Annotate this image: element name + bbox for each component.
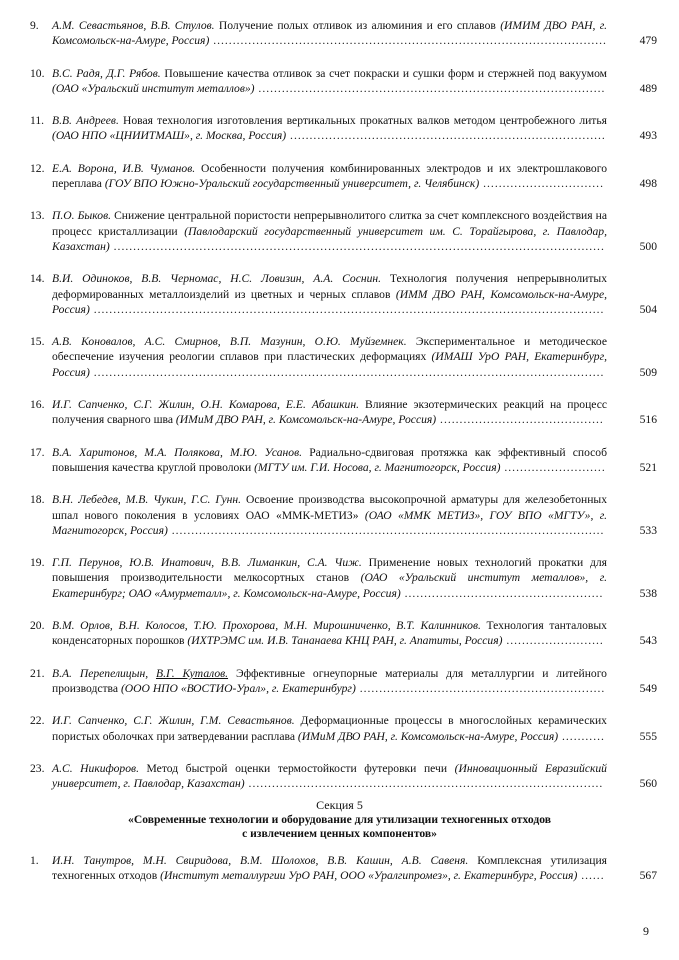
entry-authors: И.Г. Сапченко, С.Г. Жилин, О.Н. Комарова, Е.Е. Абашкин. bbox=[52, 398, 359, 412]
entry-authors: В.А. Перепелицын, bbox=[52, 666, 156, 680]
toc-entry bbox=[0, 853, 679, 884]
entry-text bbox=[52, 853, 607, 884]
dot-leader: .......................................... bbox=[436, 413, 604, 427]
entry-title: Снижение центральной пористости непрерывнолитого слитка за счет комплексного воздействия на процесс кристаллизации bbox=[52, 209, 607, 238]
toc-entry bbox=[0, 66, 679, 97]
entry-affiliation: (ИМАШ УрО РАН, Екатеринбург, Россия) bbox=[52, 350, 607, 379]
entry-authors: В.В. Андреев. bbox=[52, 114, 119, 128]
entry-authors: В.С. Радя, Д.Г. Рябов. bbox=[52, 66, 161, 80]
entry-number: 1. bbox=[30, 854, 39, 867]
entry-text bbox=[52, 66, 607, 97]
table-of-contents bbox=[0, 18, 679, 808]
entry-number: 20. bbox=[30, 619, 45, 633]
entry-page-number: 489 bbox=[639, 81, 657, 95]
entry-title: Повышение качества отливок за счет покраски и сушки форм и стержней под вакуумом bbox=[164, 66, 607, 80]
entry-page-number: 516 bbox=[639, 413, 657, 427]
entry-authors: В.И. Одиноков, В.В. Черномас, Н.С. Ловизин, А.А. Соснин. bbox=[52, 272, 382, 286]
entry-number: 17. bbox=[30, 445, 45, 459]
entry-page-number: 504 bbox=[639, 302, 657, 316]
entry-text bbox=[52, 445, 607, 476]
toc-entry bbox=[0, 18, 679, 49]
entry-affiliation: (ИММ ДВО РАН, Комсомольск-на-Амуре, Россия) bbox=[52, 287, 607, 316]
entry-page-number: 498 bbox=[639, 177, 657, 191]
entry-title: Получение полых отливок из алюминия и его сплавов bbox=[218, 19, 496, 32]
toc-entry bbox=[0, 271, 679, 317]
entry-authors: П.О. Быков. bbox=[52, 209, 111, 223]
entry-text bbox=[52, 618, 607, 649]
entry-page-number: 543 bbox=[639, 634, 657, 648]
entry-authors: Г.П. Перунов, Ю.В. Инатович, В.В. Лиманкин, С.А. Чиж. bbox=[52, 556, 362, 570]
entry-page-number: 560 bbox=[639, 777, 657, 791]
toc-entry bbox=[0, 397, 679, 428]
dot-leader: ...... bbox=[577, 869, 605, 883]
entry-affiliation: (ГОУ ВПО Южно-Уральский государственный университет, г. Челябинск) bbox=[104, 177, 480, 191]
entry-page-number: 555 bbox=[639, 729, 657, 743]
entry-page-number: 549 bbox=[639, 681, 657, 695]
entry-affiliation: (ИМиМ ДВО РАН, г. Комсомольск-на-Амуре, Россия) bbox=[175, 413, 437, 427]
entry-number: 22. bbox=[30, 714, 45, 728]
entry-page-number: 509 bbox=[639, 365, 657, 379]
dot-leader: ............................................................... bbox=[355, 681, 606, 695]
entry-authors: И.Н. Танутров, М.Н. Свиридова, В.М. Шолохов, В.В. Кашин, А.В. Савеня. bbox=[52, 854, 469, 867]
entry-number: 11. bbox=[30, 114, 45, 128]
entry-text bbox=[52, 113, 607, 144]
entry-authors: В.М. Орлов, В.Н. Колосов, Т.Ю. Прохорова, М.Н. Мирошниченко, В.Т. Калинников. bbox=[52, 619, 481, 633]
toc-entry bbox=[0, 445, 679, 476]
entry-affiliation: (Павлодарский государственный университет им. С. Торайгырова, г. Павлодар, Казахстан) bbox=[52, 224, 607, 253]
dot-leader: .............................................................................................................................. bbox=[109, 239, 605, 253]
dot-leader: ............................... bbox=[479, 177, 604, 191]
entry-affiliation: (ИХТРЭМС им. И.В. Тананаева КНЦ РАН, г. Апатиты, Россия) bbox=[187, 634, 503, 648]
entry-affiliation: (ООО НПО «ВОСТИО-Урал», г. Екатеринбург) bbox=[120, 681, 356, 695]
entry-text bbox=[52, 555, 607, 601]
entry-title: Экспериментальное и методическое обеспечение изучения реологии сплавов при пластических деформациях bbox=[52, 335, 607, 364]
entry-number: 18. bbox=[30, 493, 45, 507]
entry-title: Деформационные процессы в многослойных керамических пористых оболочках при затвердевании расплава bbox=[52, 714, 607, 743]
entry-number: 14. bbox=[30, 272, 45, 286]
entry-page-number: 493 bbox=[639, 129, 657, 143]
entry-title: Применение новых технологий прокатки для повышения производительности мелкосортных станов bbox=[52, 556, 608, 585]
dot-leader: ................................................................................. bbox=[286, 129, 606, 143]
entry-number: 16. bbox=[30, 398, 45, 412]
section-heading bbox=[0, 798, 679, 842]
entry-text bbox=[52, 208, 607, 254]
entry-affiliation: (ИМИМ ДВО РАН, г. Комсомольск-на-Амуре, Россия) bbox=[52, 19, 608, 48]
entry-affiliation: (ОАО «Уральский институт металлов», г. Екатеринбург; ОАО «Амурметалл», г. Комсомольск-на-Амуре, Россия) bbox=[52, 571, 607, 600]
entry-affiliation: (ОАО «Уральский институт металлов») bbox=[52, 81, 255, 95]
dot-leader: ......................................................................................... bbox=[254, 81, 606, 95]
entry-authors: А.М. Севастьянов, В.В. Стулов. bbox=[52, 19, 215, 32]
entry-affiliation: (Инновационный Евразийский университет, г. Павлодар, Казахстан) bbox=[52, 761, 607, 791]
entry-number: 13. bbox=[30, 209, 45, 223]
entry-number: 15. bbox=[30, 335, 45, 349]
entry-text bbox=[52, 666, 607, 697]
entry-page-number: 567 bbox=[639, 869, 657, 883]
dot-leader: ......................... bbox=[502, 634, 604, 648]
entry-number: 21. bbox=[30, 666, 45, 680]
entry-authors: Е.А. Ворона, И.В. Чуманов. bbox=[52, 161, 196, 175]
toc-entry bbox=[0, 113, 679, 144]
entry-authors: И.Г. Сапченко, С.Г. Жилин, Г.М. Севастьянов. bbox=[52, 714, 295, 728]
entry-page-number: 521 bbox=[639, 460, 657, 474]
entry-affiliation: (ИМиМ ДВО РАН, г. Комсомольск-на-Амуре, Россия) bbox=[297, 729, 559, 743]
entry-text bbox=[52, 492, 607, 538]
entry-title: Технология получения непрерывнолитых деформированных металлоизделий из цветных и черных сплавов bbox=[52, 272, 607, 301]
dot-leader: .......................... bbox=[500, 460, 606, 474]
entry-number: 9. bbox=[30, 19, 39, 32]
section-number: Секция 5 bbox=[316, 798, 363, 812]
entry-authors: В.Н. Лебедев, М.В. Чукин, Г.С. Гунн. bbox=[52, 493, 242, 507]
toc-entry bbox=[0, 334, 679, 380]
entry-text bbox=[52, 713, 607, 744]
entry-title: Особенности получения комбинированных электродов и их электрошлакового переплава bbox=[52, 161, 607, 191]
entry-authors: А.С. Никифоров. bbox=[52, 761, 139, 775]
entry-number: 10. bbox=[30, 66, 45, 80]
entry-title: Метод быстрой оценки термостойкости футеровки печи bbox=[146, 761, 448, 775]
section-title-line2: с извлечением ценных компонентов» bbox=[242, 827, 437, 840]
entry-title: Технология танталовых конденсаторных порошков bbox=[52, 619, 607, 648]
entry-text bbox=[52, 271, 607, 317]
dot-leader: ................................................................................................................................... bbox=[89, 302, 605, 316]
entry-page-number: 479 bbox=[639, 34, 657, 48]
entry-authors: В.А. Харитонов, М.А. Полякова, М.Ю. Усанов. bbox=[52, 445, 303, 459]
entry-affiliation: (МГТУ им. Г.И. Носова, г. Магнитогорск, Россия) bbox=[254, 460, 501, 474]
entry-title: Радиально-сдвиговая протяжка как эффективный способ повышения качества круглой проволоки bbox=[52, 445, 607, 474]
entry-title: Эффективные огнеупорные материалы для металлургии и литейного производства bbox=[52, 666, 607, 695]
page-number: 9 bbox=[643, 924, 649, 938]
entry-title: Освоение производства высокопрочной арматуры для железобетонных шпал нового поколения в условиях ОАО «ММК-МЕТИЗ» bbox=[52, 493, 608, 522]
dot-leader: ................................................................................................................................... bbox=[89, 365, 605, 379]
entry-number: 19. bbox=[30, 556, 45, 570]
dot-leader: ................................................... bbox=[400, 586, 604, 600]
entry-text bbox=[52, 334, 607, 380]
entry-page-number: 500 bbox=[639, 239, 657, 253]
entry-page-number: 538 bbox=[639, 586, 657, 600]
toc-entry bbox=[0, 208, 679, 254]
entry-authors-underlined: В.Г. Куталов. bbox=[155, 666, 229, 680]
entry-title: Комплексная утилизация техногенных отходов bbox=[52, 854, 608, 883]
entry-authors: А.В. Коновалов, А.С. Смирнов, В.П. Мазунин, О.Ю. Муйземнек. bbox=[52, 335, 407, 349]
toc-entry bbox=[0, 492, 679, 538]
entry-number: 12. bbox=[30, 161, 45, 175]
entry-text bbox=[52, 761, 607, 792]
entry-title: Влияние экзотермических реакций на процесс получения сварного шва bbox=[52, 398, 608, 427]
entry-affiliation: (ОАО «ММК МЕТИЗ», ГОУ ВПО «МГТУ», г. Магнитогорск, Россия) bbox=[52, 508, 607, 537]
toc-entry bbox=[0, 555, 679, 601]
toc-entry bbox=[0, 713, 679, 744]
dot-leader: ..................................................................................................... bbox=[209, 34, 607, 48]
entry-text bbox=[52, 18, 607, 49]
dot-leader: ........................................................................................... bbox=[244, 777, 604, 791]
entry-page-number: 533 bbox=[639, 523, 657, 537]
toc-entry bbox=[0, 618, 679, 649]
toc-entry bbox=[0, 161, 679, 192]
entry-number: 23. bbox=[30, 761, 45, 775]
toc-entry bbox=[0, 666, 679, 697]
entry-title: Новая технология изготовления вертикальных прокатных валков методом центробежного литья bbox=[123, 114, 607, 128]
entry-affiliation: (Институт металлургии УрО РАН, ООО «Уралгипромез», г. Екатеринбург, Россия) bbox=[160, 869, 578, 883]
section-title-line1: «Современные технологии и оборудование для утилизации техногенных отходов bbox=[128, 812, 551, 826]
dot-leader: ........... bbox=[558, 729, 605, 743]
entry-affiliation: (ОАО НПО «ЦНИИТМАШ», г. Москва, Россия) bbox=[52, 129, 287, 143]
toc-entry bbox=[0, 761, 679, 792]
dot-leader: ............................................................................................................... bbox=[167, 523, 605, 537]
entry-text bbox=[52, 397, 607, 428]
entry-text bbox=[52, 161, 607, 192]
